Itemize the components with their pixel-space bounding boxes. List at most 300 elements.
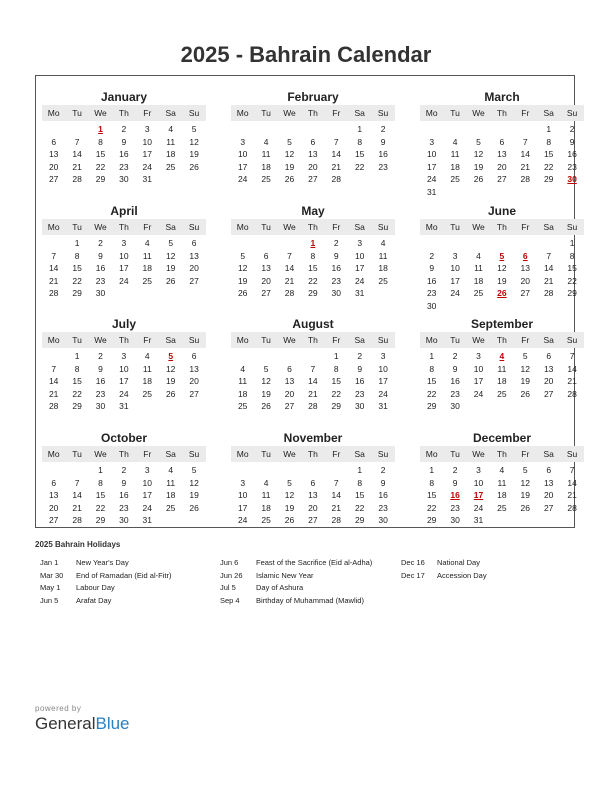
day-cell: 16: [331, 263, 342, 273]
day-cell: 25: [237, 401, 248, 411]
day-cell: 29: [426, 401, 437, 411]
holiday-name: Islamic New Year: [256, 570, 314, 580]
month-name: September: [470, 317, 534, 331]
day-cell: 19: [165, 376, 176, 386]
day-cell: 14: [331, 149, 342, 159]
weekday-label: Sa: [165, 107, 176, 118]
day-cell: 17: [237, 161, 248, 172]
day-cell: 24: [426, 174, 437, 184]
day-cell: 6: [263, 250, 269, 261]
day-cell: 20: [48, 161, 59, 172]
day-cell: 14: [567, 363, 577, 374]
day-cell: 5: [287, 136, 292, 147]
day-cell: 3: [144, 124, 150, 134]
day-cell: 4: [168, 124, 174, 134]
day-cell: 27: [520, 288, 531, 298]
day-cell: 18: [261, 161, 271, 172]
day-cell: 17: [119, 263, 129, 273]
weekday-header: [42, 105, 206, 121]
day-cell: 15: [72, 376, 82, 386]
day-cell: 28: [543, 288, 554, 298]
day-cell: 5: [168, 238, 174, 248]
weekday-label: We: [472, 107, 485, 118]
weekday-label: Th: [118, 107, 129, 118]
day-cell: 3: [452, 250, 458, 261]
weekday-label: We: [94, 221, 107, 232]
day-cell: 10: [473, 477, 484, 488]
weekday-label: We: [94, 448, 107, 459]
logo-blue-text: Blue: [95, 714, 130, 733]
day-cell: 19: [165, 263, 176, 273]
day-cell: 22: [426, 388, 437, 399]
day-cell: 16: [119, 149, 129, 159]
weekday-label: Tu: [261, 448, 271, 459]
holiday-day-cell: 1: [98, 124, 103, 134]
holiday-date: Dec 16: [401, 558, 425, 567]
day-cell: 22: [331, 388, 342, 399]
day-cell: 13: [543, 477, 554, 488]
day-cell: 11: [142, 363, 152, 374]
weekday-label: Mo: [47, 107, 60, 118]
weekday-label: Fr: [521, 334, 530, 345]
weekday-label: Fr: [143, 334, 152, 345]
day-cell: 17: [450, 275, 460, 286]
day-cell: 17: [119, 376, 129, 386]
month-name: November: [283, 431, 343, 445]
day-cell: 29: [354, 515, 365, 525]
day-cell: 8: [429, 363, 435, 374]
day-cell: 9: [98, 363, 103, 374]
day-cell: 19: [237, 275, 248, 286]
day-cell: 21: [331, 502, 342, 513]
holiday-day-cell: 26: [497, 288, 507, 298]
day-cell: 9: [569, 136, 575, 147]
day-cell: 17: [142, 149, 153, 159]
day-cell: 27: [543, 388, 554, 399]
day-cell: 7: [569, 351, 575, 361]
holiday-name: Birthday of Muhammad (Mawlid): [256, 595, 364, 605]
month-name: December: [472, 431, 532, 445]
weekday-label: Th: [307, 448, 318, 459]
logo-wordmark: [35, 714, 130, 734]
holiday-name: Day of Ashura: [256, 583, 304, 592]
calendar-grid: [35, 75, 578, 528]
day-cell: 1: [429, 351, 435, 361]
weekday-label: Fr: [143, 221, 152, 232]
day-cell: 20: [261, 275, 271, 286]
day-cell: 9: [333, 250, 339, 261]
day-cell: 11: [166, 477, 176, 488]
day-cell: 7: [287, 250, 292, 261]
generalblue-logo[interactable]: [35, 704, 130, 734]
day-cell: 27: [48, 515, 59, 525]
day-cell: 14: [284, 263, 295, 273]
day-cell: 28: [567, 388, 577, 399]
weekday-label: Sa: [543, 107, 554, 118]
weekday-label: Th: [307, 334, 318, 345]
day-cell: 8: [310, 250, 316, 261]
day-cell: 13: [497, 149, 507, 159]
weekday-label: Th: [118, 334, 129, 345]
day-cell: 23: [95, 275, 106, 286]
day-cell: 10: [426, 149, 437, 159]
holiday-name: National Day: [437, 558, 480, 567]
day-cell: 2: [333, 238, 339, 248]
weekday-label: Th: [118, 448, 129, 459]
weekday-label: Tu: [72, 448, 82, 459]
day-cell: 12: [284, 490, 295, 500]
day-cell: 18: [378, 263, 388, 273]
weekday-header: [231, 219, 395, 235]
day-cell: 26: [284, 174, 295, 184]
day-cell: 30: [426, 300, 437, 311]
day-cell: 18: [165, 490, 176, 500]
day-cell: 11: [261, 149, 271, 159]
day-cell: 10: [237, 149, 248, 159]
weekday-label: We: [472, 334, 485, 345]
day-cell: 24: [237, 515, 248, 525]
day-cell: 17: [142, 490, 153, 500]
day-cell: 28: [331, 174, 342, 184]
day-cell: 1: [429, 465, 435, 475]
day-cell: 5: [522, 465, 528, 475]
day-cell: 18: [450, 161, 460, 172]
day-cell: 24: [473, 388, 484, 399]
month-name: April: [110, 204, 138, 218]
day-cell: 30: [119, 174, 129, 184]
day-cell: 17: [237, 502, 248, 513]
weekday-label: Fr: [332, 221, 341, 232]
weekday-label: Su: [377, 107, 389, 118]
day-cell: 18: [142, 263, 153, 273]
day-cell: 16: [426, 275, 437, 286]
weekday-label: We: [472, 448, 485, 459]
day-cell: 28: [331, 515, 342, 525]
day-cell: 20: [308, 502, 318, 513]
day-cell: 16: [378, 149, 388, 159]
holiday-day-cell: 5: [168, 351, 174, 361]
day-cell: 19: [520, 490, 531, 500]
weekday-header: [231, 446, 395, 462]
day-cell: 12: [189, 136, 199, 147]
weekday-label: We: [283, 107, 296, 118]
day-cell: 22: [426, 502, 437, 513]
logo-powered-by: powered by: [35, 704, 82, 713]
day-cell: 4: [144, 238, 150, 248]
day-cell: 27: [497, 174, 507, 184]
weekday-label: We: [283, 221, 296, 232]
weekday-header: [420, 446, 584, 462]
month-june: [420, 196, 584, 311]
month-november: [231, 423, 395, 533]
month-name: May: [301, 204, 325, 218]
day-cell: 5: [522, 351, 528, 361]
weekday-label: Sa: [354, 221, 365, 232]
day-cell: 6: [546, 465, 552, 475]
day-cell: 25: [165, 161, 176, 172]
day-cell: 13: [543, 363, 554, 374]
day-cell: 24: [354, 275, 365, 286]
day-cell: 29: [72, 288, 82, 298]
month-july: [42, 309, 206, 419]
weekday-label: Tu: [450, 221, 460, 232]
day-cell: 1: [546, 124, 552, 134]
month-name: March: [484, 90, 520, 104]
day-cell: 12: [284, 149, 295, 159]
day-cell: 1: [357, 465, 363, 475]
day-cell: 20: [497, 161, 507, 172]
day-cell: 9: [98, 250, 103, 261]
weekday-label: Mo: [47, 334, 60, 345]
day-cell: 18: [497, 376, 507, 386]
day-cell: 19: [497, 275, 507, 286]
day-cell: 19: [284, 161, 295, 172]
day-cell: 7: [74, 477, 80, 488]
day-cell: 24: [378, 388, 388, 399]
day-cell: 23: [567, 161, 577, 172]
day-cell: 3: [121, 238, 127, 248]
day-cell: 24: [473, 502, 484, 513]
day-cell: 16: [119, 490, 129, 500]
day-cell: 19: [284, 502, 295, 513]
day-cell: 21: [567, 490, 577, 500]
day-cell: 11: [497, 363, 507, 374]
day-cell: 25: [261, 174, 271, 184]
day-cell: 7: [569, 465, 575, 475]
day-cell: 2: [452, 465, 458, 475]
day-cell: 15: [308, 263, 318, 273]
holiday-day-cell: 1: [310, 238, 316, 248]
day-cell: 28: [284, 288, 295, 298]
weekday-label: Mo: [47, 221, 60, 232]
day-cell: 19: [473, 161, 484, 172]
day-cell: 15: [567, 263, 577, 273]
day-cell: 28: [48, 401, 59, 411]
day-cell: 17: [354, 263, 365, 273]
day-cell: 9: [121, 477, 127, 488]
day-cell: 7: [310, 363, 316, 374]
weekday-header: [231, 105, 395, 121]
weekday-label: Th: [118, 221, 129, 232]
day-cell: 13: [308, 490, 318, 500]
weekday-label: Th: [496, 221, 507, 232]
day-cell: 31: [142, 174, 153, 184]
day-cell: 4: [263, 136, 269, 147]
day-cell: 6: [546, 351, 552, 361]
day-cell: 5: [240, 250, 246, 261]
day-cell: 5: [263, 363, 269, 374]
day-cell: 14: [331, 490, 342, 500]
day-cell: 2: [98, 351, 103, 361]
day-cell: 30: [331, 288, 342, 298]
day-cell: 21: [48, 388, 59, 399]
day-cell: 6: [310, 136, 316, 147]
weekday-label: Su: [566, 448, 578, 459]
weekday-label: Fr: [521, 448, 530, 459]
month-august: [231, 309, 395, 419]
day-cell: 5: [476, 136, 481, 147]
day-cell: 31: [354, 288, 365, 298]
day-cell: 11: [497, 477, 507, 488]
day-cell: 3: [476, 351, 481, 361]
weekday-label: Sa: [543, 221, 554, 232]
holiday-day-cell: 30: [567, 174, 577, 184]
day-cell: 21: [72, 502, 82, 513]
weekday-label: Mo: [425, 334, 438, 345]
weekday-label: Fr: [143, 107, 152, 118]
month-february: [231, 82, 395, 192]
day-cell: 13: [261, 263, 271, 273]
weekday-label: Su: [188, 221, 200, 232]
day-cell: 11: [378, 250, 388, 261]
day-cell: 12: [237, 263, 248, 273]
day-cell: 11: [238, 376, 248, 386]
day-cell: 4: [452, 136, 458, 147]
day-cell: 8: [429, 477, 435, 488]
day-cell: 22: [543, 161, 554, 172]
day-cell: 23: [95, 388, 106, 399]
weekday-label: Fr: [143, 448, 152, 459]
day-cell: 7: [546, 250, 552, 261]
holiday-day-cell: 4: [499, 351, 505, 361]
month-name: October: [100, 431, 147, 445]
holiday-name: Arafat Day: [76, 595, 112, 605]
month-january: [42, 82, 206, 192]
holiday-date: Dec 17: [401, 570, 425, 580]
weekday-label: Sa: [354, 107, 365, 118]
weekday-label: Th: [496, 107, 507, 118]
day-cell: 16: [354, 376, 365, 386]
day-cell: 27: [261, 288, 271, 298]
day-cell: 8: [569, 250, 575, 261]
day-cell: 17: [378, 376, 388, 386]
day-cell: 20: [308, 161, 318, 172]
holiday-date: Jun 26: [220, 570, 243, 580]
day-cell: 29: [72, 401, 82, 411]
logo-general-text: General: [35, 714, 96, 733]
day-cell: 19: [520, 376, 531, 386]
day-cell: 6: [191, 351, 197, 361]
holiday-day-cell: 6: [522, 250, 528, 261]
day-cell: 15: [354, 490, 365, 500]
holiday-date: Sep 4: [220, 595, 240, 605]
weekday-label: Su: [377, 334, 389, 345]
weekday-label: Fr: [332, 448, 341, 459]
day-cell: 17: [426, 161, 437, 172]
day-cell: 3: [240, 477, 246, 488]
day-cell: 7: [522, 136, 528, 147]
weekday-label: Th: [496, 448, 507, 459]
weekday-label: We: [283, 334, 296, 345]
holiday-name: Feast of the Sacrifice (Eid al-Adha): [256, 558, 373, 567]
weekday-label: Tu: [261, 107, 271, 118]
day-cell: 31: [473, 515, 484, 525]
day-cell: 1: [74, 238, 80, 248]
day-cell: 14: [48, 263, 59, 273]
weekday-label: We: [94, 334, 107, 345]
day-cell: 3: [429, 136, 435, 147]
day-cell: 7: [51, 363, 57, 374]
day-cell: 23: [378, 161, 388, 172]
day-cell: 9: [452, 363, 458, 374]
day-cell: 17: [473, 376, 484, 386]
weekday-label: Sa: [543, 448, 554, 459]
holiday-date: Jul 5: [220, 583, 236, 592]
day-cell: 2: [121, 124, 127, 134]
day-cell: 8: [74, 363, 80, 374]
weekday-label: Mo: [425, 448, 438, 459]
day-cell: 27: [189, 388, 199, 399]
month-name: January: [100, 90, 148, 104]
day-cell: 10: [119, 363, 129, 374]
day-cell: 28: [567, 502, 577, 513]
day-cell: 4: [168, 465, 174, 475]
day-cell: 21: [308, 388, 318, 399]
day-cell: 12: [261, 376, 271, 386]
day-cell: 14: [48, 376, 59, 386]
weekday-label: Tu: [261, 221, 271, 232]
day-cell: 13: [308, 149, 318, 159]
weekday-label: Th: [307, 107, 318, 118]
day-cell: 29: [95, 174, 106, 184]
month-september: [420, 309, 584, 419]
day-cell: 28: [48, 288, 59, 298]
day-cell: 25: [378, 275, 388, 286]
weekday-label: Su: [188, 107, 200, 118]
day-cell: 6: [51, 136, 57, 147]
month-may: [231, 196, 395, 306]
holiday-date: May 1: [40, 583, 61, 592]
day-cell: 10: [354, 250, 365, 261]
day-cell: 16: [95, 376, 106, 386]
day-cell: 28: [308, 401, 318, 411]
day-cell: 31: [378, 401, 388, 411]
day-cell: 26: [165, 275, 176, 286]
weekday-header: [42, 446, 206, 462]
holiday-name: New Year's Day: [76, 558, 129, 567]
day-cell: 12: [473, 149, 484, 159]
day-cell: 29: [543, 174, 554, 184]
holidays-heading: 2025 Bahrain Holidays: [35, 540, 121, 549]
page-title: 2025 - Bahrain Calendar: [180, 42, 432, 67]
month-march: [420, 82, 584, 197]
day-cell: 26: [165, 388, 176, 399]
day-cell: 10: [142, 477, 153, 488]
day-cell: 26: [189, 502, 199, 513]
day-cell: 11: [261, 490, 271, 500]
weekday-header: [420, 332, 584, 348]
day-cell: 12: [520, 477, 531, 488]
day-cell: 18: [165, 149, 176, 159]
weekday-label: Th: [307, 221, 318, 232]
day-cell: 11: [142, 250, 152, 261]
day-cell: 2: [429, 250, 435, 261]
weekday-label: Fr: [332, 334, 341, 345]
day-cell: 3: [240, 136, 246, 147]
day-cell: 15: [354, 149, 365, 159]
weekday-header: [42, 332, 206, 348]
day-cell: 28: [72, 174, 82, 184]
weekday-label: Mo: [47, 448, 60, 459]
day-cell: 11: [474, 263, 483, 273]
day-cell: 29: [567, 288, 577, 298]
weekday-label: We: [94, 107, 107, 118]
day-cell: 30: [450, 515, 460, 525]
day-cell: 20: [284, 388, 295, 399]
weekday-label: Sa: [354, 334, 365, 345]
day-cell: 4: [476, 250, 481, 261]
day-cell: 30: [450, 401, 460, 411]
